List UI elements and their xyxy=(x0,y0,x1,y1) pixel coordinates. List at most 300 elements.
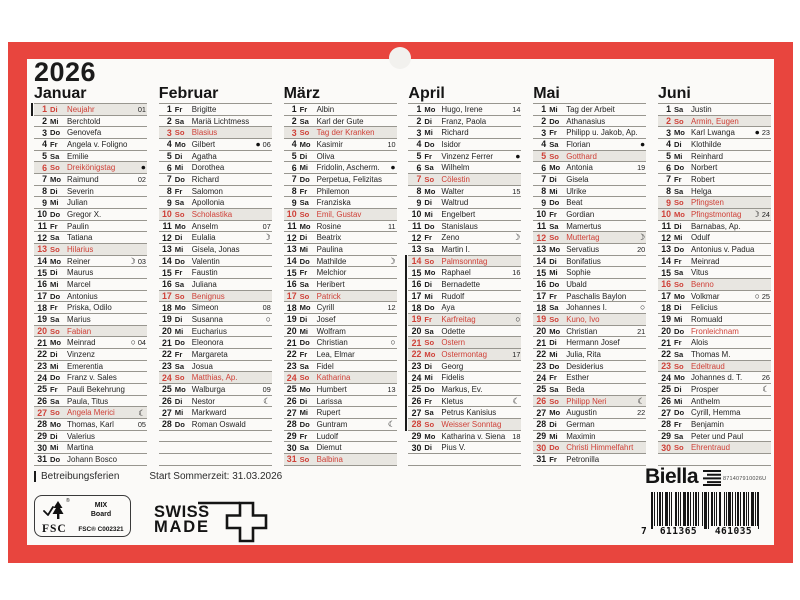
day-name: Ostermontag xyxy=(441,349,488,359)
weekday-abbrev: Mi xyxy=(174,163,184,173)
day-row xyxy=(658,314,771,326)
month-day-list xyxy=(533,103,646,466)
day-row xyxy=(408,162,521,174)
weekday-abbrev: Do xyxy=(50,454,61,464)
weekday-abbrev: Di xyxy=(174,314,183,324)
ean-barcode xyxy=(643,492,761,538)
day-name: Salomon xyxy=(191,186,223,196)
weekday-abbrev: Sa xyxy=(50,233,60,243)
day-row xyxy=(533,221,646,233)
day-name: Hilarius xyxy=(67,244,94,254)
day-number: 15 xyxy=(536,267,547,278)
day-name: Agatha xyxy=(191,151,217,161)
day-number: 25 xyxy=(536,384,547,395)
day-number: 1 xyxy=(416,104,422,115)
day-row xyxy=(408,244,521,256)
moon-phase-icon: ● xyxy=(255,139,261,150)
weekday-abbrev: Mi xyxy=(424,209,433,219)
moon-phase-icon: ☽ xyxy=(512,232,521,243)
day-name: Neujahr xyxy=(67,104,95,114)
day-row xyxy=(408,337,521,349)
weekday-abbrev: Mi xyxy=(299,408,309,418)
weekday-abbrev: Mo xyxy=(174,303,186,313)
day-number: 1 xyxy=(291,104,297,115)
day-number: 28 xyxy=(162,419,172,430)
day-row xyxy=(284,139,397,151)
day-number: 26 xyxy=(411,396,422,407)
day-row xyxy=(159,361,272,373)
weekday-abbrev: Fr xyxy=(299,186,308,196)
day-name: Christian xyxy=(566,326,598,336)
day-number: 12 xyxy=(286,232,297,243)
day-number: 7 xyxy=(42,174,47,185)
day-number: 20 xyxy=(411,326,422,337)
day-number: 3 xyxy=(666,127,671,138)
day-row xyxy=(658,279,771,291)
day-name: Sophie xyxy=(566,268,591,278)
day-name: Priska, Odilo xyxy=(67,303,112,313)
day-number: 7 xyxy=(666,174,671,185)
day-row xyxy=(658,162,771,174)
weekday-abbrev: Mo xyxy=(424,431,436,441)
weekday-abbrev: Sa xyxy=(174,361,185,371)
day-name: Julian xyxy=(67,198,88,208)
day-row xyxy=(658,384,771,396)
day-name: Franziska xyxy=(316,198,351,208)
day-name: Waltrud xyxy=(441,198,469,208)
weekday-abbrev: Mo xyxy=(299,221,311,231)
moon-phase-icon: ● xyxy=(140,162,146,173)
day-name: Georg xyxy=(441,361,464,371)
day-number: 2 xyxy=(666,116,671,126)
day-meta xyxy=(390,163,396,172)
day-row xyxy=(408,209,521,221)
weekday-abbrev: Mi xyxy=(424,291,433,301)
fsc-mix-label: MIX xyxy=(94,502,108,509)
day-number: 10 xyxy=(536,209,547,220)
day-row xyxy=(34,174,147,186)
day-number: 11 xyxy=(37,221,47,232)
weekday-abbrev: So xyxy=(673,279,684,289)
betreibungsferien-marker xyxy=(31,103,33,116)
weekday-abbrev: Sa xyxy=(673,349,684,359)
day-number: 18 xyxy=(536,302,547,313)
day-row xyxy=(658,127,771,139)
weekday-abbrev: Do xyxy=(174,419,185,429)
day-number: 4 xyxy=(541,139,547,150)
weekday-abbrev: Do xyxy=(424,139,435,149)
day-row xyxy=(408,174,521,186)
swiss-made-logo xyxy=(154,501,274,543)
weekday-abbrev: So xyxy=(50,163,60,173)
day-number: 23 xyxy=(661,361,671,372)
day-row xyxy=(284,454,397,466)
day-number: 23 xyxy=(162,361,172,372)
day-name: Tatiana xyxy=(67,233,93,243)
day-number: 8 xyxy=(291,186,297,197)
day-row xyxy=(34,244,147,256)
weekday-abbrev: Mo xyxy=(174,221,186,231)
day-number: 22 xyxy=(411,349,422,360)
day-row xyxy=(284,442,397,454)
day-name: Hermann Josef xyxy=(566,338,620,348)
weekday-abbrev: So xyxy=(549,396,559,406)
day-row xyxy=(408,302,521,314)
day-name: Fidel xyxy=(316,361,334,371)
day-name: Gisela, Jonas xyxy=(191,244,240,254)
moon-phase-icon: ● xyxy=(754,127,760,138)
weekday-abbrev: Di xyxy=(673,384,682,394)
day-row xyxy=(34,127,147,139)
day-row xyxy=(284,174,397,186)
weekday-abbrev: Fr xyxy=(673,174,682,184)
weekday-abbrev: So xyxy=(299,454,310,464)
day-row xyxy=(34,314,147,326)
weekday-abbrev: Mo xyxy=(50,256,61,266)
day-number: 26 xyxy=(162,396,172,407)
day-meta xyxy=(513,397,522,406)
day-name: Lea, Elmar xyxy=(316,349,355,359)
day-name: Cyrill xyxy=(316,303,335,313)
day-meta xyxy=(138,105,147,114)
day-row xyxy=(658,431,771,443)
day-row xyxy=(658,174,771,186)
day-name: Robert xyxy=(690,174,715,184)
day-meta xyxy=(637,245,646,254)
day-name: Richard xyxy=(441,128,469,138)
moon-phase-icon: ○ xyxy=(390,337,396,348)
day-row xyxy=(658,361,771,373)
weekday-abbrev: Sa xyxy=(424,163,434,173)
day-name: Angela Merici xyxy=(67,408,115,418)
day-name: Odette xyxy=(441,326,466,336)
fsc-brand-text: FSC xyxy=(42,523,67,535)
week-number: 08 xyxy=(262,303,271,313)
week-number: 24 xyxy=(761,209,770,219)
day-name: Philipp Neri xyxy=(566,396,607,406)
day-row xyxy=(284,302,397,314)
day-name: Palmsonntag xyxy=(441,256,488,266)
weekday-abbrev: Do xyxy=(673,244,685,254)
day-meta xyxy=(762,373,771,382)
weekday-abbrev: Di xyxy=(549,338,557,348)
weekday-abbrev: So xyxy=(424,419,435,429)
day-meta xyxy=(640,140,646,149)
day-number: 29 xyxy=(37,431,47,442)
footnote-row xyxy=(34,471,282,482)
weekday-abbrev: So xyxy=(673,361,684,371)
day-number: 6 xyxy=(291,162,297,173)
day-name: Paschalis Baylon xyxy=(566,291,627,301)
weekday-abbrev: Sa xyxy=(299,279,309,289)
week-number: 05 xyxy=(137,419,146,429)
day-row xyxy=(533,162,646,174)
week-number: 20 xyxy=(637,244,646,254)
day-number: 10 xyxy=(411,209,422,220)
day-meta xyxy=(637,163,646,172)
weekday-abbrev: Di xyxy=(549,256,557,266)
weekday-abbrev: Do xyxy=(299,256,310,266)
hanging-hole xyxy=(389,47,411,69)
weekday-abbrev: Do xyxy=(549,279,560,289)
day-row xyxy=(34,407,147,419)
day-name: Paulina xyxy=(316,244,343,254)
day-name: Beatrix xyxy=(316,233,342,243)
day-row xyxy=(159,197,272,209)
day-row xyxy=(284,361,397,373)
day-meta xyxy=(388,257,397,266)
weekday-abbrev: So xyxy=(549,233,559,243)
weekday-abbrev: Mi xyxy=(549,431,558,441)
day-number: 29 xyxy=(411,431,422,442)
day-name: Gisela xyxy=(566,174,589,184)
day-number: 22 xyxy=(536,349,547,360)
weekday-abbrev: Mo xyxy=(50,338,61,348)
weekday-abbrev: So xyxy=(549,151,559,161)
day-number: 6 xyxy=(666,162,671,173)
weekday-abbrev: So xyxy=(299,291,310,301)
day-number: 19 xyxy=(411,314,422,325)
day-name: Nestor xyxy=(191,396,216,406)
weekday-abbrev: Do xyxy=(299,174,310,184)
day-name: Wilhelm xyxy=(441,163,470,173)
day-name: Reinhard xyxy=(690,151,724,161)
day-name: Armin, Eugen xyxy=(690,116,739,126)
weekday-abbrev: So xyxy=(424,174,435,184)
day-name: Tag der Kranken xyxy=(316,128,375,138)
day-number: 24 xyxy=(162,372,172,383)
day-name: Felicius xyxy=(690,303,718,313)
weekday-abbrev: So xyxy=(673,443,684,453)
day-name: Markward xyxy=(191,408,227,418)
day-row xyxy=(658,407,771,419)
day-name: Diemut xyxy=(316,443,342,453)
moon-phase-icon: ● xyxy=(639,139,646,150)
day-number: 24 xyxy=(536,372,547,383)
weekday-abbrev: Mo xyxy=(424,349,436,359)
weekday-abbrev: Mo xyxy=(50,419,61,429)
day-row xyxy=(284,291,397,303)
day-number: 14 xyxy=(286,256,297,267)
day-row xyxy=(533,104,646,116)
calendar-panel xyxy=(27,59,774,545)
day-name: Christian xyxy=(316,338,348,348)
day-row xyxy=(533,419,646,431)
week-number: 03 xyxy=(137,256,146,266)
weekday-abbrev: So xyxy=(174,128,185,138)
day-row xyxy=(159,244,272,256)
day-name: Larissa xyxy=(316,396,343,406)
weekday-abbrev: Mo xyxy=(424,104,436,114)
day-meta xyxy=(263,233,272,242)
day-row xyxy=(658,326,771,338)
day-name: Simeon xyxy=(191,303,219,313)
month-day-list xyxy=(34,103,147,466)
day-number: 28 xyxy=(661,419,671,430)
weekday-abbrev: Di xyxy=(299,314,308,324)
weekday-abbrev: Di xyxy=(424,116,432,126)
day-row xyxy=(284,431,397,443)
day-row xyxy=(34,361,147,373)
day-row xyxy=(34,454,147,466)
day-name: Reiner xyxy=(67,256,91,266)
day-name: Justin xyxy=(690,104,712,114)
day-number: 4 xyxy=(166,139,172,150)
barcode-bars xyxy=(651,492,759,529)
day-name: Volkmar xyxy=(690,291,720,301)
day-row xyxy=(533,139,646,151)
day-meta xyxy=(263,222,272,231)
weekday-abbrev: Fr xyxy=(673,338,682,348)
day-row xyxy=(159,431,272,443)
day-number: 24 xyxy=(37,372,47,383)
day-number: 8 xyxy=(166,186,172,197)
day-name: Petrus Kanisius xyxy=(441,408,497,418)
day-name: Beda xyxy=(566,384,585,394)
day-row xyxy=(658,291,771,303)
day-name: Scholastika xyxy=(191,209,233,219)
day-number: 28 xyxy=(536,419,547,430)
day-row xyxy=(34,279,147,291)
moon-phase-icon: ☽ xyxy=(387,255,396,266)
day-number: 11 xyxy=(661,221,671,232)
day-row xyxy=(658,419,771,431)
day-number: 15 xyxy=(37,267,47,278)
day-number: 15 xyxy=(661,267,671,278)
weekday-abbrev: Mo xyxy=(174,139,186,149)
week-number: 14 xyxy=(512,104,521,114)
weekday-abbrev: Mo xyxy=(174,384,186,394)
weekday-abbrev: Fr xyxy=(50,221,58,231)
week-number: 13 xyxy=(387,384,396,394)
weekday-abbrev: Di xyxy=(424,443,432,453)
day-row xyxy=(284,209,397,221)
day-number: 27 xyxy=(286,407,297,418)
day-row xyxy=(533,431,646,443)
day-row xyxy=(408,151,521,163)
day-number: 23 xyxy=(37,361,47,372)
weekday-abbrev: Fr xyxy=(50,303,58,313)
day-number: 30 xyxy=(286,442,297,453)
day-row xyxy=(34,396,147,408)
weekday-abbrev: Do xyxy=(673,408,685,418)
day-name: Barnabas, Ap. xyxy=(690,221,741,231)
day-row xyxy=(159,116,272,128)
day-number: 6 xyxy=(42,162,47,173)
weekday-abbrev: Mo xyxy=(549,163,561,173)
day-number: 26 xyxy=(536,396,547,407)
day-name: Matthias, Ap. xyxy=(191,373,238,383)
day-row xyxy=(533,197,646,209)
day-number: 7 xyxy=(166,174,172,185)
month-day-list xyxy=(658,103,771,466)
month-title: Februar xyxy=(158,85,219,102)
day-row xyxy=(284,244,397,256)
day-row xyxy=(159,267,272,279)
day-name: Severin xyxy=(67,186,94,196)
day-row xyxy=(408,326,521,338)
day-name: Melchior xyxy=(316,268,347,278)
day-row xyxy=(658,302,771,314)
day-row xyxy=(34,197,147,209)
day-number: 13 xyxy=(37,244,47,255)
day-row xyxy=(284,267,397,279)
day-name: Romuald xyxy=(690,314,723,324)
fsc-mix-board xyxy=(78,499,124,523)
weekday-abbrev: Mi xyxy=(50,116,59,126)
weekday-abbrev: Mi xyxy=(299,163,309,173)
day-meta xyxy=(141,163,147,172)
weekday-abbrev: Di xyxy=(299,151,308,161)
day-name: Esther xyxy=(566,373,589,383)
weekday-abbrev: Fr xyxy=(50,139,58,149)
weekday-abbrev: Sa xyxy=(50,314,60,324)
day-number: 25 xyxy=(661,384,671,395)
day-name: Antonia xyxy=(566,163,593,173)
weekday-abbrev: Mo xyxy=(299,303,311,313)
week-number: 06 xyxy=(262,139,271,149)
weekday-abbrev: Sa xyxy=(424,244,434,254)
weekday-abbrev: Mi xyxy=(673,314,683,324)
day-number: 1 xyxy=(42,104,47,115)
weekday-abbrev: Fr xyxy=(549,209,557,219)
day-number: 18 xyxy=(37,302,47,313)
month-column xyxy=(533,85,646,466)
day-number: 22 xyxy=(162,349,172,360)
week-number: 17 xyxy=(512,349,521,359)
day-name: Susanna xyxy=(191,314,223,324)
weekday-abbrev: Mi xyxy=(299,326,309,336)
brand-block xyxy=(639,465,771,543)
day-row xyxy=(34,116,147,128)
weekday-abbrev: Sa xyxy=(673,431,684,441)
day-number: 3 xyxy=(166,127,172,138)
day-row xyxy=(34,104,147,116)
weekday-abbrev: Do xyxy=(174,256,185,266)
day-name: Edeltraud xyxy=(690,361,725,371)
day-name: Benignus xyxy=(191,291,225,301)
fsc-board-label: Board xyxy=(90,511,112,518)
day-row xyxy=(408,104,521,116)
day-number: 4 xyxy=(416,139,422,150)
moon-phase-icon: ○ xyxy=(639,302,646,313)
biella-wordmark: Biella xyxy=(645,465,699,488)
day-number: 27 xyxy=(661,407,671,418)
day-number: 30 xyxy=(536,442,547,453)
day-row xyxy=(284,104,397,116)
day-number: 12 xyxy=(661,232,671,243)
day-number: 17 xyxy=(37,291,47,302)
day-number: 22 xyxy=(661,349,671,360)
day-meta xyxy=(512,350,521,359)
weekday-abbrev: Sa xyxy=(50,396,60,406)
weekday-abbrev: Mi xyxy=(174,326,184,336)
moon-phase-icon: ☽ xyxy=(637,232,646,243)
day-name: Zeno xyxy=(441,233,460,243)
day-name: Perpetua, Felizitas xyxy=(316,174,382,184)
day-row xyxy=(159,174,272,186)
day-row xyxy=(533,349,646,361)
day-row xyxy=(284,407,397,419)
day-number: 24 xyxy=(661,372,671,383)
day-name: Beat xyxy=(566,198,583,208)
month-title: Juni xyxy=(657,85,691,102)
weekday-abbrev: Do xyxy=(50,128,61,138)
day-name: Raimund xyxy=(67,174,99,184)
weekday-abbrev: Mi xyxy=(424,373,433,383)
day-number: 19 xyxy=(536,314,547,325)
day-row xyxy=(159,256,272,268)
